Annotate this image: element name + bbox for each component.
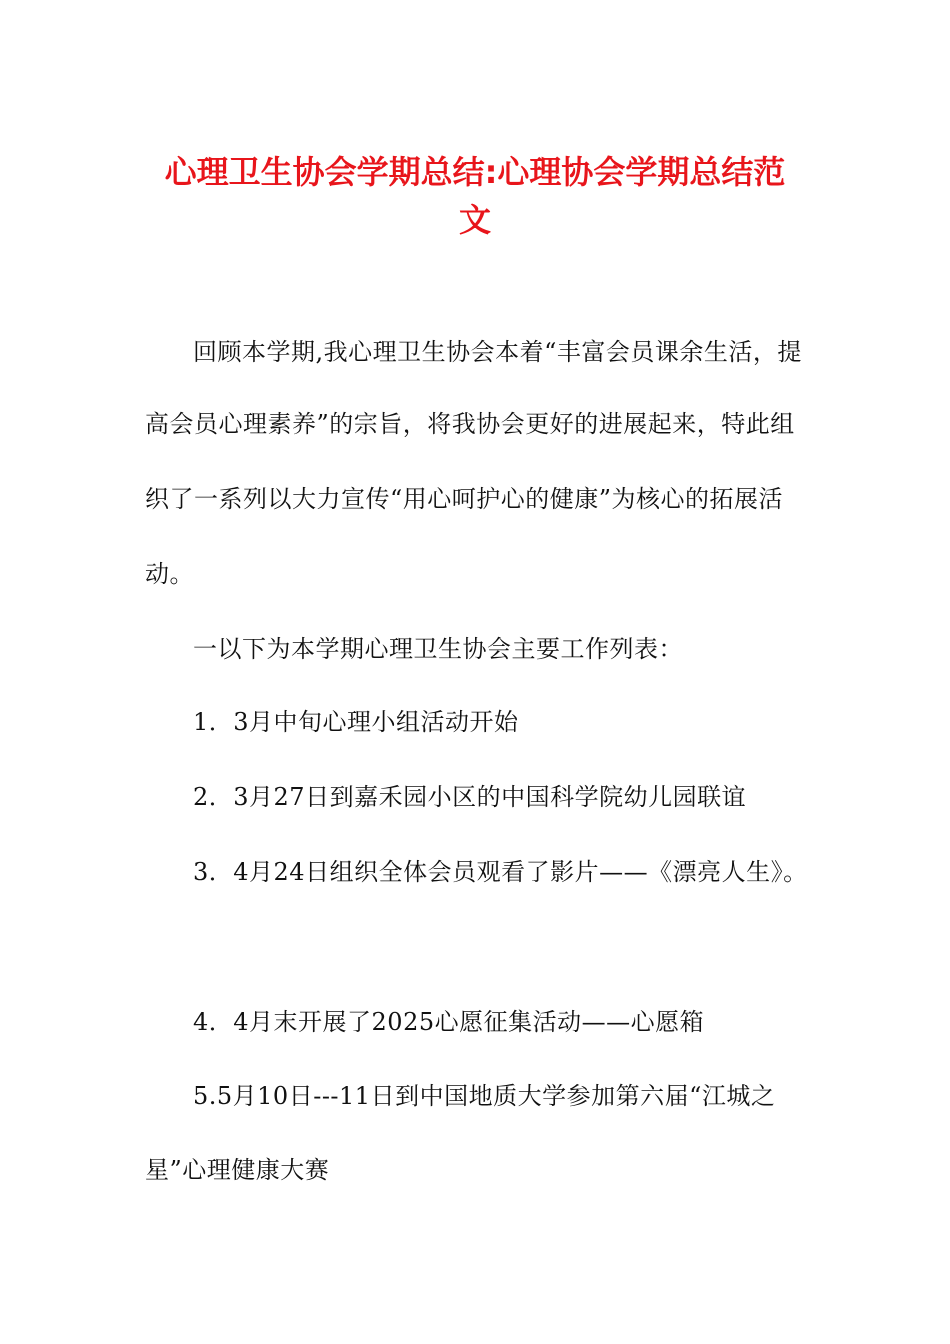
- list-item-1: 1．3月中旬心理小组活动开始: [193, 708, 519, 736]
- document-title-line-2: 文: [458, 201, 491, 239]
- list-item-4: 4．4月末开展了2025心愿征集活动——心愿箱: [193, 1008, 705, 1036]
- document-title-line-1: 心理卫生协会学期总结:心理协会学期总结范: [164, 153, 786, 191]
- paragraph-intro-line-1: 回顾本学期,我心理卫生协会本着“丰富会员课余生活，提: [193, 338, 802, 366]
- list-item-2: 2．3月27日到嘉禾园小区的中国科学院幼儿园联谊: [193, 783, 747, 811]
- list-item-3: 3．4月24日组织全体会员观看了影片——《漂亮人生》。: [193, 858, 808, 886]
- paragraph-intro-line-3: 织了一系列以大力宣传“用心呵护心的健康”为核心的拓展活: [145, 485, 784, 513]
- list-intro: 一以下为本学期心理卫生协会主要工作列表：: [193, 635, 683, 663]
- list-item-5-line-1: 5.5月10日---11日到中国地质大学参加第六届“江城之: [193, 1082, 776, 1110]
- list-item-5-line-2: 星”心理健康大赛: [145, 1156, 330, 1184]
- paragraph-intro-line-4: 动。: [145, 560, 194, 588]
- paragraph-intro-line-2: 高会员心理素养”的宗旨，将我协会更好的进展起来，特此组: [145, 410, 795, 438]
